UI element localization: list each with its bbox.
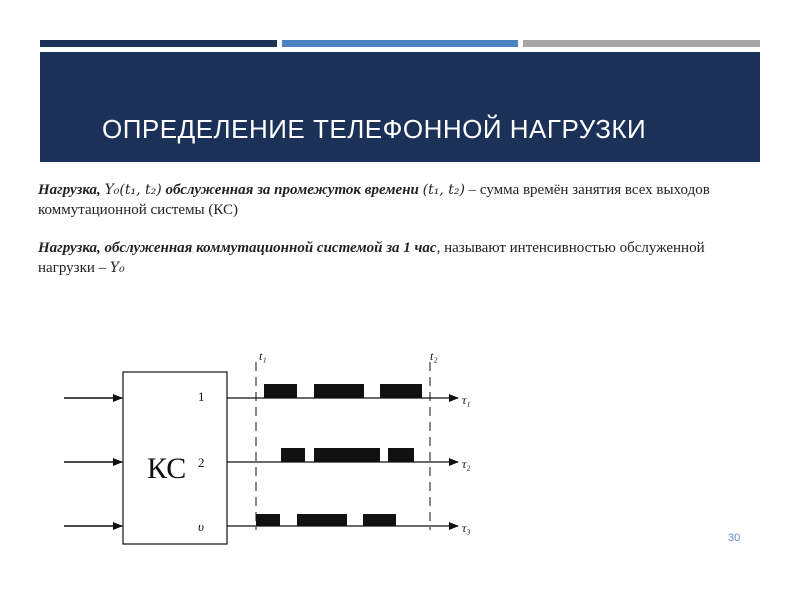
t2-label: t₂: [430, 349, 438, 363]
term-hourly-load: Нагрузка, обслуженная коммутационной системой за 1 час: [38, 240, 437, 256]
tau-label-2: τ₂: [462, 457, 471, 471]
occupancy-block: [264, 384, 297, 398]
accent-stripe-dark: [40, 40, 277, 47]
formula-load: Y₀(t₁, t₂): [104, 182, 162, 198]
intensity-rest: , называют интенсивностью обслуженной нагрузки –: [38, 240, 705, 276]
occupancy-block: [297, 514, 347, 526]
dash: –: [468, 182, 477, 198]
title-band: [40, 52, 760, 162]
occupancy-block: [363, 514, 396, 526]
accent-stripe-blue: [282, 40, 518, 47]
tau-label-3: τ₃: [462, 521, 471, 535]
page-number: 30: [728, 532, 741, 544]
term-served-interval: обслуженная за промежуток времени: [165, 182, 419, 198]
definition-paragraph: [38, 180, 748, 220]
intensity-paragraph: [38, 238, 748, 278]
occupancy-block: [388, 448, 414, 462]
switching-system-label: КС: [147, 452, 187, 485]
occupancy-block: [314, 448, 380, 462]
occupancy-block: [380, 384, 422, 398]
definition-rest: сумма времён занятия всех выходов коммутационной системы (КС): [38, 182, 710, 218]
output-label-1: 1: [198, 389, 205, 404]
tau-label-1: τ₁: [462, 393, 471, 407]
formula-interval: (t₁, t₂): [422, 182, 465, 198]
t1-label: t₁: [259, 349, 267, 363]
occupancy-block: [314, 384, 364, 398]
output-label-v: υ: [198, 519, 204, 534]
occupancy-diagram: [60, 340, 500, 550]
formula-intensity: Y₀: [109, 260, 125, 276]
slide-title: ОПРЕДЕЛЕНИЕ ТЕЛЕФОННОЙ НАГРУЗКИ: [102, 114, 647, 144]
occupancy-block: [256, 514, 280, 526]
output-label-2: 2: [198, 455, 205, 470]
accent-stripe-gray: [523, 40, 760, 47]
occupancy-block: [281, 448, 305, 462]
term-load: Нагрузка,: [38, 182, 101, 198]
